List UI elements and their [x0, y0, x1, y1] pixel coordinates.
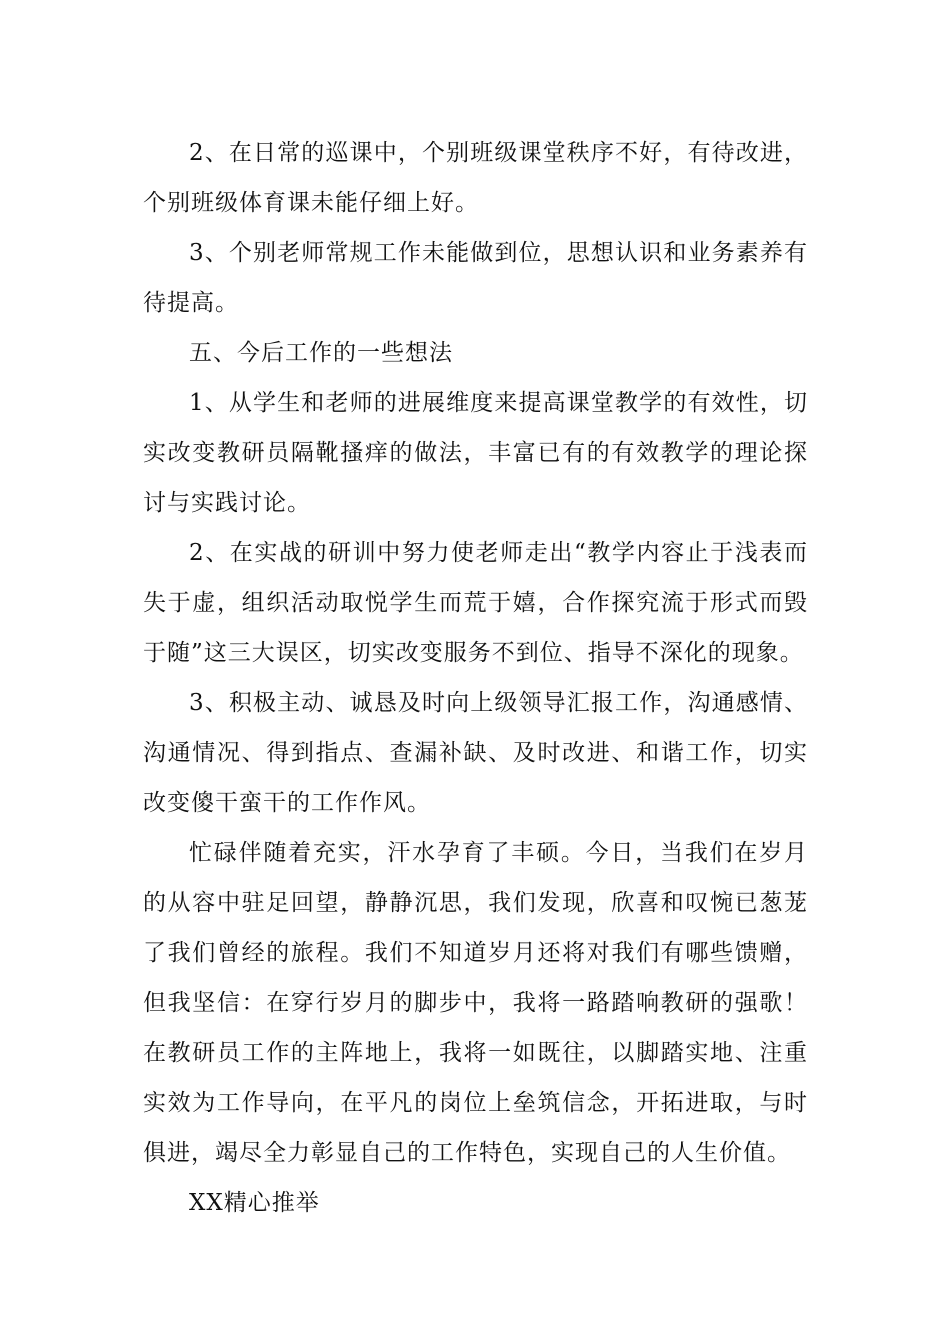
closing-signature: XX精心推举 — [189, 1190, 320, 1216]
section-heading-future-ideas: 五、今后工作的一些想法 — [189, 340, 453, 366]
document-body — [143, 128, 808, 1228]
paragraph-idea-1: 1、从学生和老师的进展维度来提高课堂教学的有效性，切实改变教研员隔靴搔痒的做法，丰富已有的有效教学的理论探讨与实践讨论。 — [143, 390, 808, 516]
paragraph-issue-2: 2、在日常的巡课中，个别班级课堂秩序不好，有待改进，个别班级体育课未能仔细上好。 — [143, 140, 808, 216]
paragraph-issue-3: 3、个别老师常规工作未能做到位，思想认识和业务素养有待提高。 — [143, 240, 808, 316]
paragraph-idea-2: 2、在实战的研训中努力使老师走出“教学内容止于浅表而失于虚，组织活动取悦学生而荒于嬉，合作探究流于形式而毁于随”这三大误区，切实改变服务不到位、指导不深化的现象。 — [143, 540, 808, 666]
paragraph-idea-3: 3、积极主动、诚恳及时向上级领导汇报工作，沟通感情、沟通情况、得到指点、查漏补缺、及时改进、和谐工作，切实改变傻干蛮干的工作作风。 — [143, 690, 808, 816]
paragraph-conclusion: 忙碌伴随着充实，汗水孕育了丰硕。今日，当我们在岁月的从容中驻足回望，静静沉思，我们发现，欣喜和叹惋已葱茏了我们曾经的旅程。我们不知道岁月还将对我们有哪些馈赠，但我坚信：在穿行岁月的脚步中，我将一路踏响教研的强歌！在教研员工作的主阵地上，我将一如既往，以脚踏实地、注重实效为工作导向，在平凡的岗位上垒筑信念，开拓进取，与时俱进，竭尽全力彰显自己的工作特色，实现自己的人生价值。 — [143, 840, 808, 1166]
